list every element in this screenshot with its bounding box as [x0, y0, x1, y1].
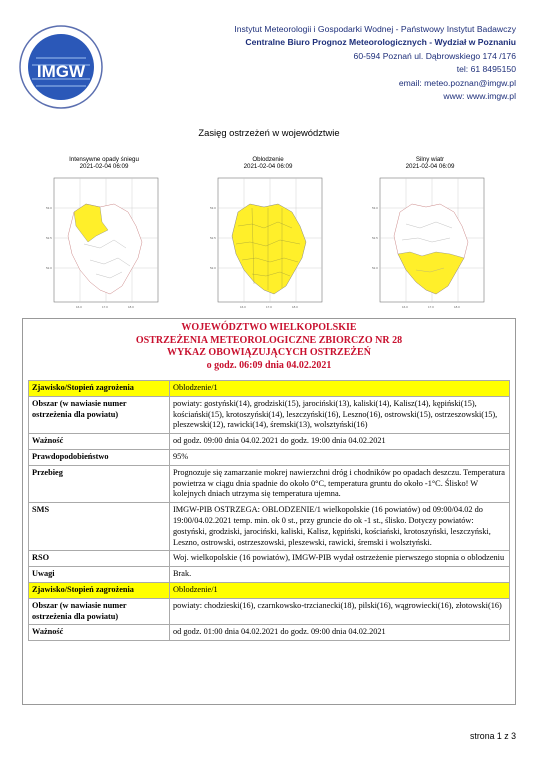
svg-text:53.0: 53.0 — [210, 206, 216, 210]
row-key: Ważność — [29, 434, 170, 450]
header-phone: tel: 61 8495150 — [456, 64, 516, 75]
row-value: Oblodzenie/1 — [170, 381, 510, 397]
table-row — [29, 503, 510, 551]
table-row — [29, 396, 510, 433]
svg-text:18.0: 18.0 — [292, 305, 298, 309]
row-value: Prognozuje się zamarzanie mokrej nawierzchni dróg i chodników po opadach deszczu. Temperatura powietrza w ciągu dnia spadnie do około 0°C, temperatura gruntu do około -1°C. Ślisko! W kolejnych dniach utrzyma się temperatura ujemna. — [170, 465, 510, 502]
svg-text:52.5: 52.5 — [46, 236, 52, 240]
bulletin-title-time: o godz. 06:09 dnia 04.02.2021 — [206, 359, 332, 371]
header-www[interactable]: www: www.imgw.pl — [443, 91, 516, 102]
map-icing-title: Oblodzenie — [252, 156, 284, 163]
table-row — [29, 582, 510, 598]
row-key: Ważność — [29, 625, 170, 641]
row-value: IMGW-PIB OSTRZEGA: OBLODZENIE/1 wielkopolskie (16 powiatów) od 09:00/04.02 do 19:00/04.02.2021 temp. min. ok 0 st., przy gruncie do ok -1 st., ślisko. Dotyczy powiatów: gostyński, grodziski, jarociński, kaliski, Kalisz, kępiński, kościański, krotoszyński, leszczyński, Leszno, ostrowski, ostrzeszowski, pleszewski, rawicki, śremski i wolsztyński. — [170, 503, 510, 551]
row-key: Obszar (w nawiasie numer ostrzeżenia dla powiatu) — [29, 598, 170, 625]
row-key: Zjawisko/Stopień zagrożenia — [29, 381, 170, 397]
svg-text:18.0: 18.0 — [454, 305, 460, 309]
row-value: powiaty: gostyński(14), grodziski(15), jarociński(13), kaliski(14), Kalisz(14), kępiński(15), kościański(15), krotoszyński(14), leszczyński(16), Leszno(16), ostrowski(15), ostrzeszowski(15), pleszewski(12), rawicki(14), śremski(13), wolsztyński(16) — [170, 396, 510, 433]
svg-text:52.5: 52.5 — [210, 236, 216, 240]
bulletin-title — [23, 319, 515, 372]
map-wind-image — [370, 174, 490, 314]
institution-header — [234, 23, 516, 103]
row-key: Obszar (w nawiasie numer ostrzeżenia dla powiatu) — [29, 396, 170, 433]
row-value: Oblodzenie/1 — [170, 582, 510, 598]
row-key: Przebieg — [29, 465, 170, 502]
header-line2: Centralne Biuro Prognoz Meteorologicznych - Wydział w Poznaniu — [245, 37, 516, 48]
table-row — [29, 381, 510, 397]
svg-text:16.0: 16.0 — [76, 305, 82, 309]
table-row — [29, 625, 510, 641]
warning-bulletin — [22, 318, 516, 705]
map-wind-title: Silny wiatr — [415, 156, 445, 163]
bulletin-title-list: WYKAZ OBOWIĄZUJĄCYCH OSTRZEŻEŃ — [167, 347, 371, 358]
svg-text:53.0: 53.0 — [46, 206, 52, 210]
row-key: Uwagi — [29, 567, 170, 583]
svg-text:16.0: 16.0 — [240, 305, 246, 309]
maps-title: Zasięg ostrzeżeń w województwie — [198, 127, 340, 138]
svg-text:52.0: 52.0 — [210, 266, 216, 270]
table-row — [29, 465, 510, 502]
row-value: 95% — [170, 449, 510, 465]
row-value: Woj. wielkopolskie (16 powiatów), IMGW-PIB wydał ostrzeżenie pierwszego stopnia o oblodzeniu — [170, 551, 510, 567]
row-key: RSO — [29, 551, 170, 567]
svg-text:18.0: 18.0 — [128, 305, 134, 309]
row-value: od godz. 01:00 dnia 04.02.2021 do godz. 09:00 dnia 04.02.2021 — [170, 625, 510, 641]
row-value: powiaty: chodzieski(16), czarnkowsko-trzcianecki(18), pilski(16), wągrowiecki(16), złotowski(16) — [170, 598, 510, 625]
table-row — [29, 434, 510, 450]
map-icing-image — [208, 174, 328, 314]
map-icing — [208, 156, 328, 314]
imgw-logo — [18, 24, 104, 110]
header-line1: Instytut Meteorologii i Gospodarki Wodnej - Państwowy Instytut Badawczy — [234, 24, 516, 34]
bulletin-title-number: OSTRZEŻENIA METEOROLOGICZNE ZBIORCZO NR 28 — [135, 334, 403, 346]
table-row — [29, 598, 510, 625]
table-row — [29, 567, 510, 583]
map-icing-date: 2021-02-04 06:09 — [243, 163, 293, 171]
svg-text:52.5: 52.5 — [372, 236, 378, 240]
header-email[interactable]: email: meteo.poznan@imgw.pl — [398, 77, 516, 88]
svg-text:52.0: 52.0 — [46, 266, 52, 270]
warnings-table — [28, 380, 510, 641]
map-snow-date: 2021-02-04 06:09 — [79, 163, 129, 171]
map-snow-title: Intensywne opady śniegu — [69, 156, 139, 163]
map-wind — [370, 156, 490, 314]
map-snow — [44, 156, 164, 314]
map-snow-image — [44, 174, 164, 314]
table-row — [29, 449, 510, 465]
svg-text:52.0: 52.0 — [372, 266, 378, 270]
row-key: SMS — [29, 503, 170, 551]
svg-text:17.0: 17.0 — [266, 305, 272, 309]
svg-text:IMGW: IMGW — [36, 62, 86, 81]
table-row — [29, 551, 510, 567]
row-value: od godz. 09:00 dnia 04.02.2021 do godz. 19:00 dnia 04.02.2021 — [170, 434, 510, 450]
svg-text:17.0: 17.0 — [428, 305, 434, 309]
svg-text:53.0: 53.0 — [372, 206, 378, 210]
page-number: strona 1 z 3 — [470, 731, 516, 741]
bulletin-title-region: WOJEWÓDZTWO WIELKOPOLSKIE — [181, 322, 357, 333]
row-key: Prawdopodobieństwo — [29, 449, 170, 465]
row-value: Brak. — [170, 567, 510, 583]
map-wind-date: 2021-02-04 06:09 — [405, 163, 455, 171]
svg-text:16.0: 16.0 — [402, 305, 408, 309]
row-key: Zjawisko/Stopień zagrożenia — [29, 582, 170, 598]
header-address: 60-594 Poznań ul. Dąbrowskiego 174 /176 — [353, 50, 516, 61]
svg-text:17.0: 17.0 — [102, 305, 108, 309]
